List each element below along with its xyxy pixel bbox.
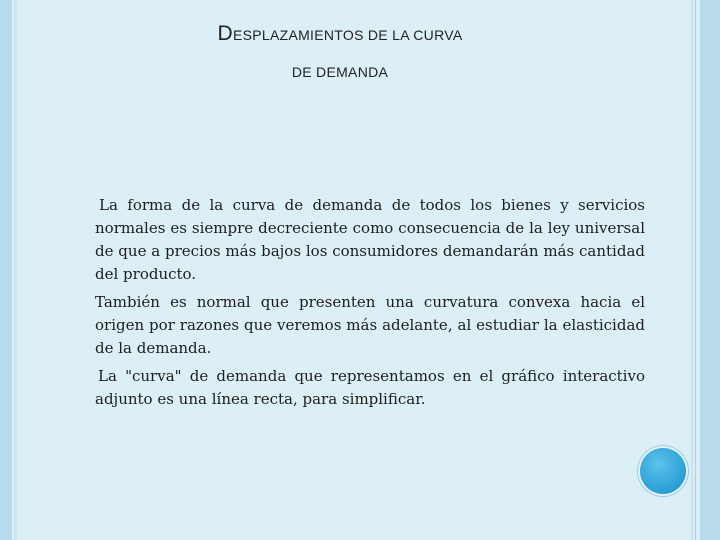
right-decorative-line: [691, 0, 693, 540]
right-decorative-line-thin: [695, 0, 696, 540]
right-decorative-bar: [700, 0, 720, 540]
slide-title-line1-rest: ESPLAZAMIENTOS DE LA CURVA: [232, 27, 463, 43]
paragraph-2: También es normal que presenten una curvatura convexa hacia el origen por razones que veremos más adelante, al estudiar la elasticidad de la demanda.: [95, 293, 645, 357]
paragraph-1: La forma de la curva de demanda de todos los bienes y servicios normales es siempre decreciente como consecuencia de la ley universal de que a precios más bajos los consumidores demandarán más cantidad del producto.: [95, 196, 645, 283]
slide-title-initial: D: [217, 22, 233, 45]
slide-body: [95, 194, 645, 416]
paragraph-3: La "curva" de demanda que representamos en el gráfico interactivo adjunto es una línea recta, para simplificar.: [95, 367, 645, 408]
left-decorative-bar: [0, 0, 12, 540]
slide-title-line1: [200, 20, 480, 48]
slide-title-line2: DE DEMANDA: [291, 64, 389, 80]
left-decorative-stripe: [14, 0, 17, 540]
decorative-circle-icon: [640, 448, 686, 494]
slide-title: [200, 20, 480, 84]
